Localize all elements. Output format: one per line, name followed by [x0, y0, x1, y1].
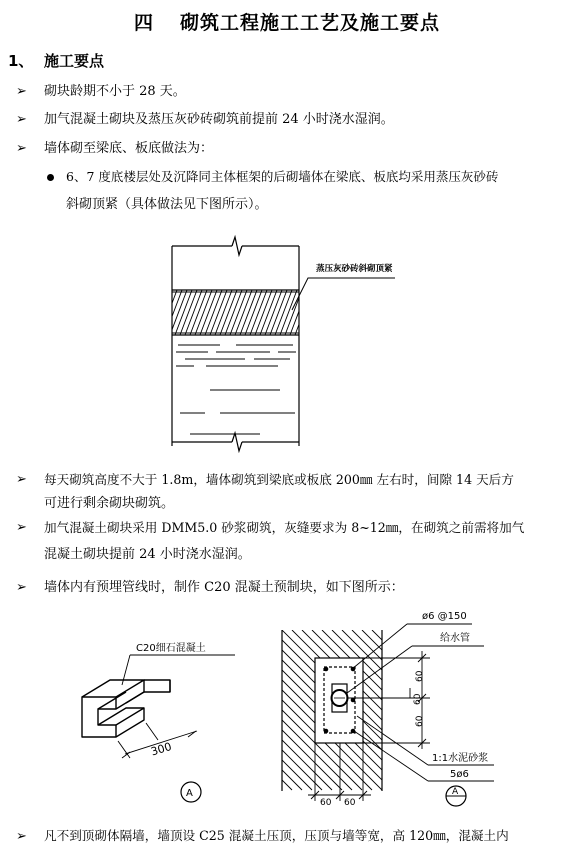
- dimension-label: 60: [415, 715, 425, 727]
- page-title: [0, 8, 574, 35]
- chapter-number: 四: [133, 12, 154, 34]
- figure-annotation: 1:1水泥砂浆: [432, 753, 489, 764]
- figure-annotation: 蒸压灰砂砖斜砌顶紧: [316, 264, 393, 274]
- arrow-bullet-icon: ➢: [16, 112, 27, 127]
- bullet-text: 凡不到顶砌体隔墙，墙顶设 C25 混凝土压顶，压顶与墙等宽，高 120㎜，混凝土内: [44, 828, 509, 843]
- section-marker-label: A: [186, 788, 193, 799]
- figure-annotation: C20细石混凝土: [136, 643, 206, 654]
- section-number: 1、: [8, 52, 34, 70]
- arrow-bullet-icon: ➢: [16, 84, 27, 99]
- section-marker-label: A: [452, 787, 459, 797]
- pipe-embed-figure: [262, 603, 574, 813]
- wall-top-detail-figure: [150, 228, 400, 453]
- chapter-title: 砌筑工程施工工艺及施工要点: [180, 12, 441, 34]
- bullet-text: 可进行剩余砌块砌筑。: [44, 496, 175, 511]
- precast-block-figure: [70, 635, 250, 810]
- arrow-bullet-icon: ➢: [16, 141, 27, 156]
- arrow-bullet-icon: ➢: [16, 520, 27, 535]
- bullet-text: 加气混凝土砌块及蒸压灰砂砖砌筑前提前 24 小时浇水湿润。: [44, 112, 394, 127]
- bullet-text: 每天砌筑高度不大于 1.8m，墙体砌筑到梁底或板底 200㎜ 左右时，间隙 14 天后方: [44, 472, 514, 487]
- dimension-label: 60: [413, 693, 423, 705]
- sub-bullet-line: 6、7 度底楼层处及沉降同主体框架的后砌墙体在梁底、板底均采用蒸压灰砂砖: [66, 169, 499, 184]
- bullet-text: 加气混凝土砌块采用 DMM5.0 砂浆砌筑，灰缝要求为 8~12㎜，在砌筑之前需将加气: [44, 520, 525, 535]
- bullet-text: 砌块龄期不小于 28 天。: [44, 84, 186, 99]
- section-title: 施工要点: [44, 52, 105, 70]
- section-heading: [8, 50, 104, 71]
- bullet-text: 墙体砌至梁底、板底做法为：: [44, 141, 214, 156]
- bullet-text: 混凝土砌块提前 24 小时浇水湿润。: [44, 547, 251, 562]
- dimension-label: 300: [149, 739, 174, 759]
- figure-annotation: ø6 @150: [422, 611, 467, 622]
- figure-annotation: 5ø6: [450, 769, 469, 780]
- figure-annotation: 给水管: [440, 633, 470, 644]
- dimension-label: 60: [415, 670, 425, 682]
- sub-bullet-line: 斜砌顶紧（具体做法见下图所示）。: [66, 197, 268, 212]
- arrow-bullet-icon: ➢: [16, 472, 27, 487]
- arrow-bullet-icon: ➢: [16, 829, 27, 844]
- dimension-label: 60: [344, 798, 356, 808]
- bullet-text: 墙体内有预埋管线时，制作 C20 混凝土预制块，如下图所示：: [44, 580, 404, 595]
- dimension-label: 60: [320, 798, 332, 808]
- arrow-bullet-icon: ➢: [16, 580, 27, 595]
- round-bullet-icon: [47, 174, 54, 181]
